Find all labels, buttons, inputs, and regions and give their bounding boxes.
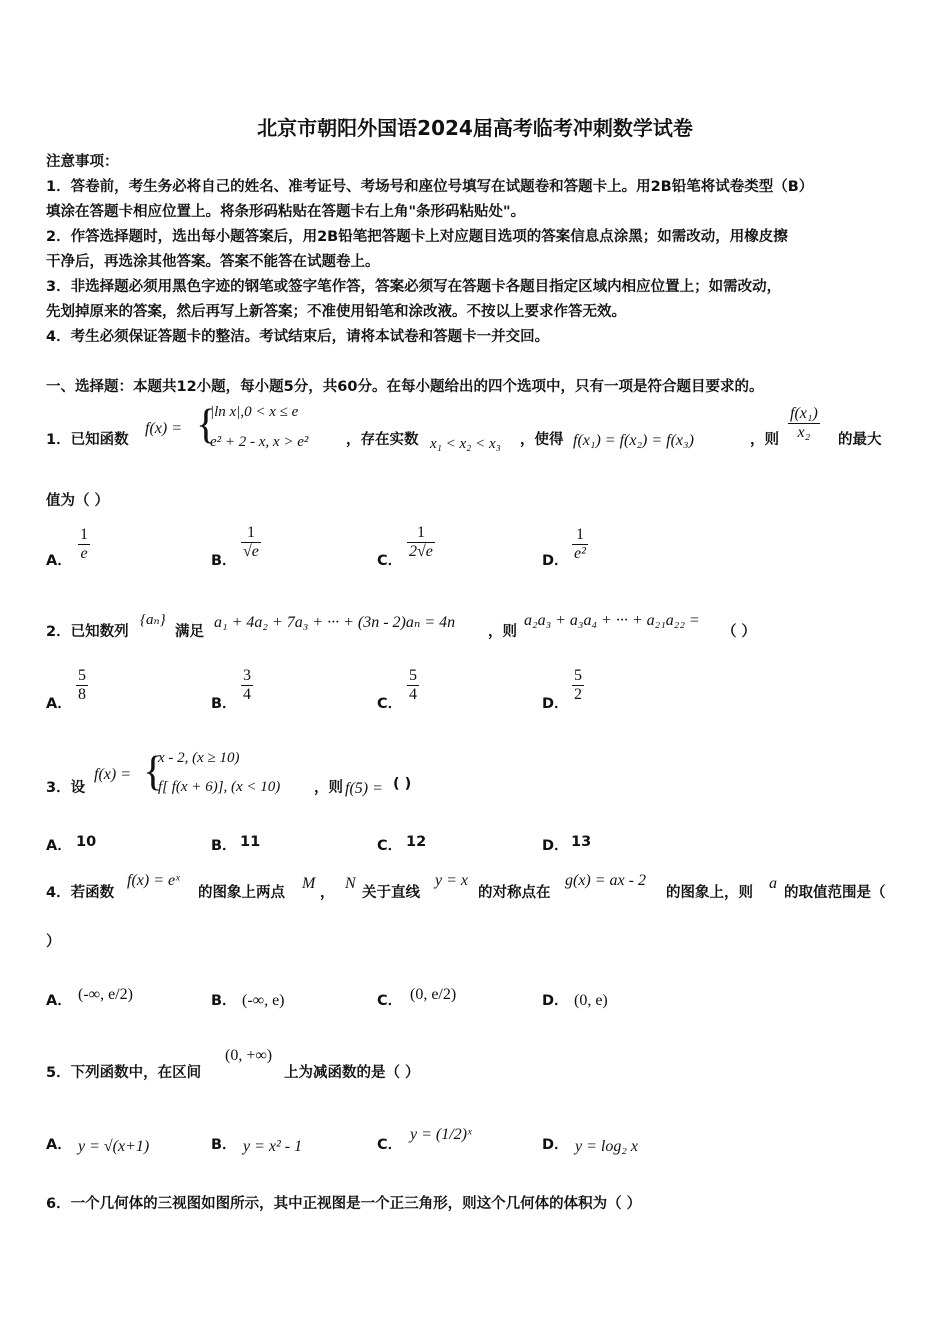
q1-option-c-den: 2√e [409, 543, 433, 560]
q5-option-c-label: C． [377, 1137, 403, 1153]
q4-func: f(x) = eˣ [127, 872, 180, 889]
q4-text-3: 的对称点在 [478, 885, 551, 901]
q1-option-a-label: A． [46, 553, 72, 569]
q3-option-d-value: 13 [571, 834, 592, 850]
q1-line2: 值为（ ） [46, 493, 110, 509]
q1-equation: f(x₁) = f(x₂) = f(x₃) [573, 432, 694, 449]
q4-line2: ） [46, 934, 61, 950]
q3-ask: f(5) = [345, 780, 383, 797]
q1-case1: |ln x|,0 < x ≤ e [210, 404, 299, 420]
q1-option-b-den: √e [243, 543, 259, 560]
q2-prefix: 2．已知数列 [46, 624, 129, 640]
q1-option-d-den: e² [574, 545, 586, 562]
q2-option-c-num: 5 [409, 667, 417, 684]
q2-mid2: ，则 [488, 624, 517, 640]
q1-option-b [241, 524, 261, 561]
q5-suffix: 上为减函数的是（ ） [284, 1065, 420, 1081]
q1-option-c [407, 524, 435, 561]
q4-option-d-value: (0, e) [574, 992, 608, 1009]
q4-g-func: g(x) = ax - 2 [565, 872, 646, 889]
q2-option-c [407, 667, 419, 704]
q1-condition: x₁ < x₂ < x₃ [430, 436, 501, 452]
q5-option-a-value: y = √(x+1) [78, 1138, 150, 1155]
q1-frac-den: x₂ [788, 423, 820, 442]
notice-line-3: 2．作答选择题时，选出每小题答案后，用2B铅笔把答题卡上对应题目选项的答案信息点涂黑；如需改动，用橡皮擦 [46, 229, 788, 245]
q2-option-b-label: B． [211, 696, 237, 712]
q1-prefix: 1．已知函数 [46, 432, 129, 448]
q1-option-d [572, 526, 588, 563]
q4-text-2: 关于直线 [362, 885, 420, 901]
q1-option-a-num: 1 [80, 526, 88, 543]
q3-option-d-label: D． [542, 838, 569, 854]
q1-option-d-label: D． [542, 553, 569, 569]
q5-option-a-label: A． [46, 1137, 72, 1153]
notice-line-2: 填涂在答题卡相应位置上。将条形码粘贴在答题卡右上角"条形码粘贴处"。 [46, 204, 526, 220]
q4-prefix: 4．若函数 [46, 885, 115, 901]
q5-option-c-value: y = (1/2)ˣ [410, 1126, 472, 1143]
q2-expression-2: a₂a₃ + a₃a₄ + ··· + a₂₁a₂₂ = [524, 612, 700, 629]
q4-text-1: 的图象上两点 [198, 885, 285, 901]
q5-option-b-value: y = x² - 1 [243, 1138, 303, 1155]
notice-line-5: 3．非选择题必须用黑色字迹的钢笔或签字笔作答，答案必须写在答题卡各题目指定区域内相应位置上；如需改动， [46, 279, 782, 295]
q5-interval: (0, +∞) [225, 1047, 273, 1064]
q4-param-a: a [769, 875, 777, 892]
q4-comma: ， [320, 885, 335, 901]
section-heading: 一、选择题：本题共12小题，每小题5分，共60分。在每小题给出的四个选项中，只有一项是符合题目要求的。 [46, 379, 764, 395]
q3-mid: ，则 [314, 780, 343, 796]
q2-option-d-den: 2 [574, 686, 582, 703]
notice-line-1: 1．答卷前，考生务必将自己的姓名、准考证号、考场号和座位号填写在试题卷和答题卡上。用2B铅笔将试卷类型（B） [46, 179, 814, 195]
q2-option-b-num: 3 [243, 667, 251, 684]
q1-mid3: ，则 [750, 432, 779, 448]
q3-option-a-label: A． [46, 838, 72, 854]
q2-mid: 满足 [175, 624, 204, 640]
q4-option-a-value: (-∞, e/2) [78, 986, 133, 1003]
q2-option-d-label: D． [542, 696, 569, 712]
q2-option-b [241, 667, 253, 704]
q4-option-b-value: (-∞, e) [242, 992, 285, 1009]
q3-brace: { [143, 749, 164, 795]
q2-expression: a₁ + 4a₂ + 7a₃ + ··· + (3n - 2)aₙ = 4n [214, 614, 456, 631]
q4-line: y = x [435, 872, 468, 889]
q3-option-a-value: 10 [76, 834, 97, 850]
q2-option-b-den: 4 [243, 686, 251, 703]
q1-suffix: 的最大 [838, 432, 882, 448]
q1-option-d-num: 1 [575, 526, 584, 543]
notice-line-7: 4．考生必须保证答题卡的整洁。考试结束后，请将本试卷和答题卡一并交回。 [46, 329, 550, 345]
q1-case2: e² + 2 - x, x > e² [210, 434, 309, 450]
q1-option-a [78, 526, 90, 563]
q5-prefix: 5．下列函数中，在区间 [46, 1065, 202, 1081]
q2-option-a-num: 5 [78, 667, 86, 684]
q5-option-d-value: y = log₂ x [575, 1138, 639, 1155]
q3-option-c-label: C． [377, 838, 403, 854]
q2-option-a-label: A． [46, 696, 72, 712]
q4-option-c-value: (0, e/2) [410, 986, 457, 1003]
q1-option-a-den: e [78, 544, 90, 563]
q2-option-c-den: 4 [409, 686, 417, 703]
q2-option-a [76, 667, 88, 704]
q2-suffix: （ ） [722, 624, 757, 640]
q3-suffix: ( ) [393, 776, 412, 792]
notice-line-4: 干净后，再选涂其他答案。答案不能答在试题卷上。 [46, 254, 380, 270]
q2-option-c-label: C． [377, 696, 403, 712]
q3-option-b-value: 11 [240, 834, 261, 850]
exam-title: 北京市朝阳外国语2024届高考临考冲刺数学试卷 [257, 116, 693, 140]
q3-option-b-label: B． [211, 838, 237, 854]
q1-option-b-label: B． [211, 553, 237, 569]
q1-brace: { [196, 402, 217, 448]
q1-option-b-num: 1 [246, 524, 255, 541]
q1-mid1: ，存在实数 [346, 432, 419, 448]
q1-frac-num: f(x₁) [790, 405, 818, 422]
q2-option-a-den: 8 [78, 686, 86, 703]
q4-option-b-label: B． [211, 993, 237, 1009]
q4-text-5: 的取值范围是（ [784, 885, 886, 901]
q3-case1: x - 2, (x ≥ 10) [158, 750, 240, 766]
q5-option-b-label: B． [211, 1137, 237, 1153]
q4-point-m: M [302, 875, 316, 892]
q3-option-c-value: 12 [406, 834, 427, 850]
q1-func: f(x) = [145, 420, 182, 437]
q4-option-c-label: C． [377, 993, 403, 1009]
q1-fraction [788, 405, 820, 442]
q5-option-d-label: D． [542, 1137, 569, 1153]
q2-sequence: {aₙ} [140, 612, 166, 628]
q3-case2: f[ f(x + 6)], (x < 10) [158, 779, 281, 795]
q3-prefix: 3．设 [46, 780, 86, 796]
q4-text-4: 的图象上，则 [666, 885, 753, 901]
notice-line-6: 先划掉原来的答案，然后再写上新答案；不准使用铅笔和涂改液。不按以上要求作答无效。 [46, 304, 626, 320]
notice-heading: 注意事项： [46, 154, 119, 170]
q3-func: f(x) = [94, 766, 131, 783]
q1-mid2: ，使得 [520, 432, 564, 448]
q1-option-c-num: 1 [416, 524, 425, 541]
q4-point-n: N [345, 875, 356, 892]
q4-option-a-label: A． [46, 993, 72, 1009]
q1-option-c-label: C． [377, 553, 403, 569]
q4-option-d-label: D． [542, 993, 569, 1009]
q2-option-d-num: 5 [574, 667, 582, 684]
q2-option-d [572, 667, 584, 704]
q6-text: 6．一个几何体的三视图如图所示，其中正视图是一个正三角形，则这个几何体的体积为（ ） [46, 1196, 642, 1212]
